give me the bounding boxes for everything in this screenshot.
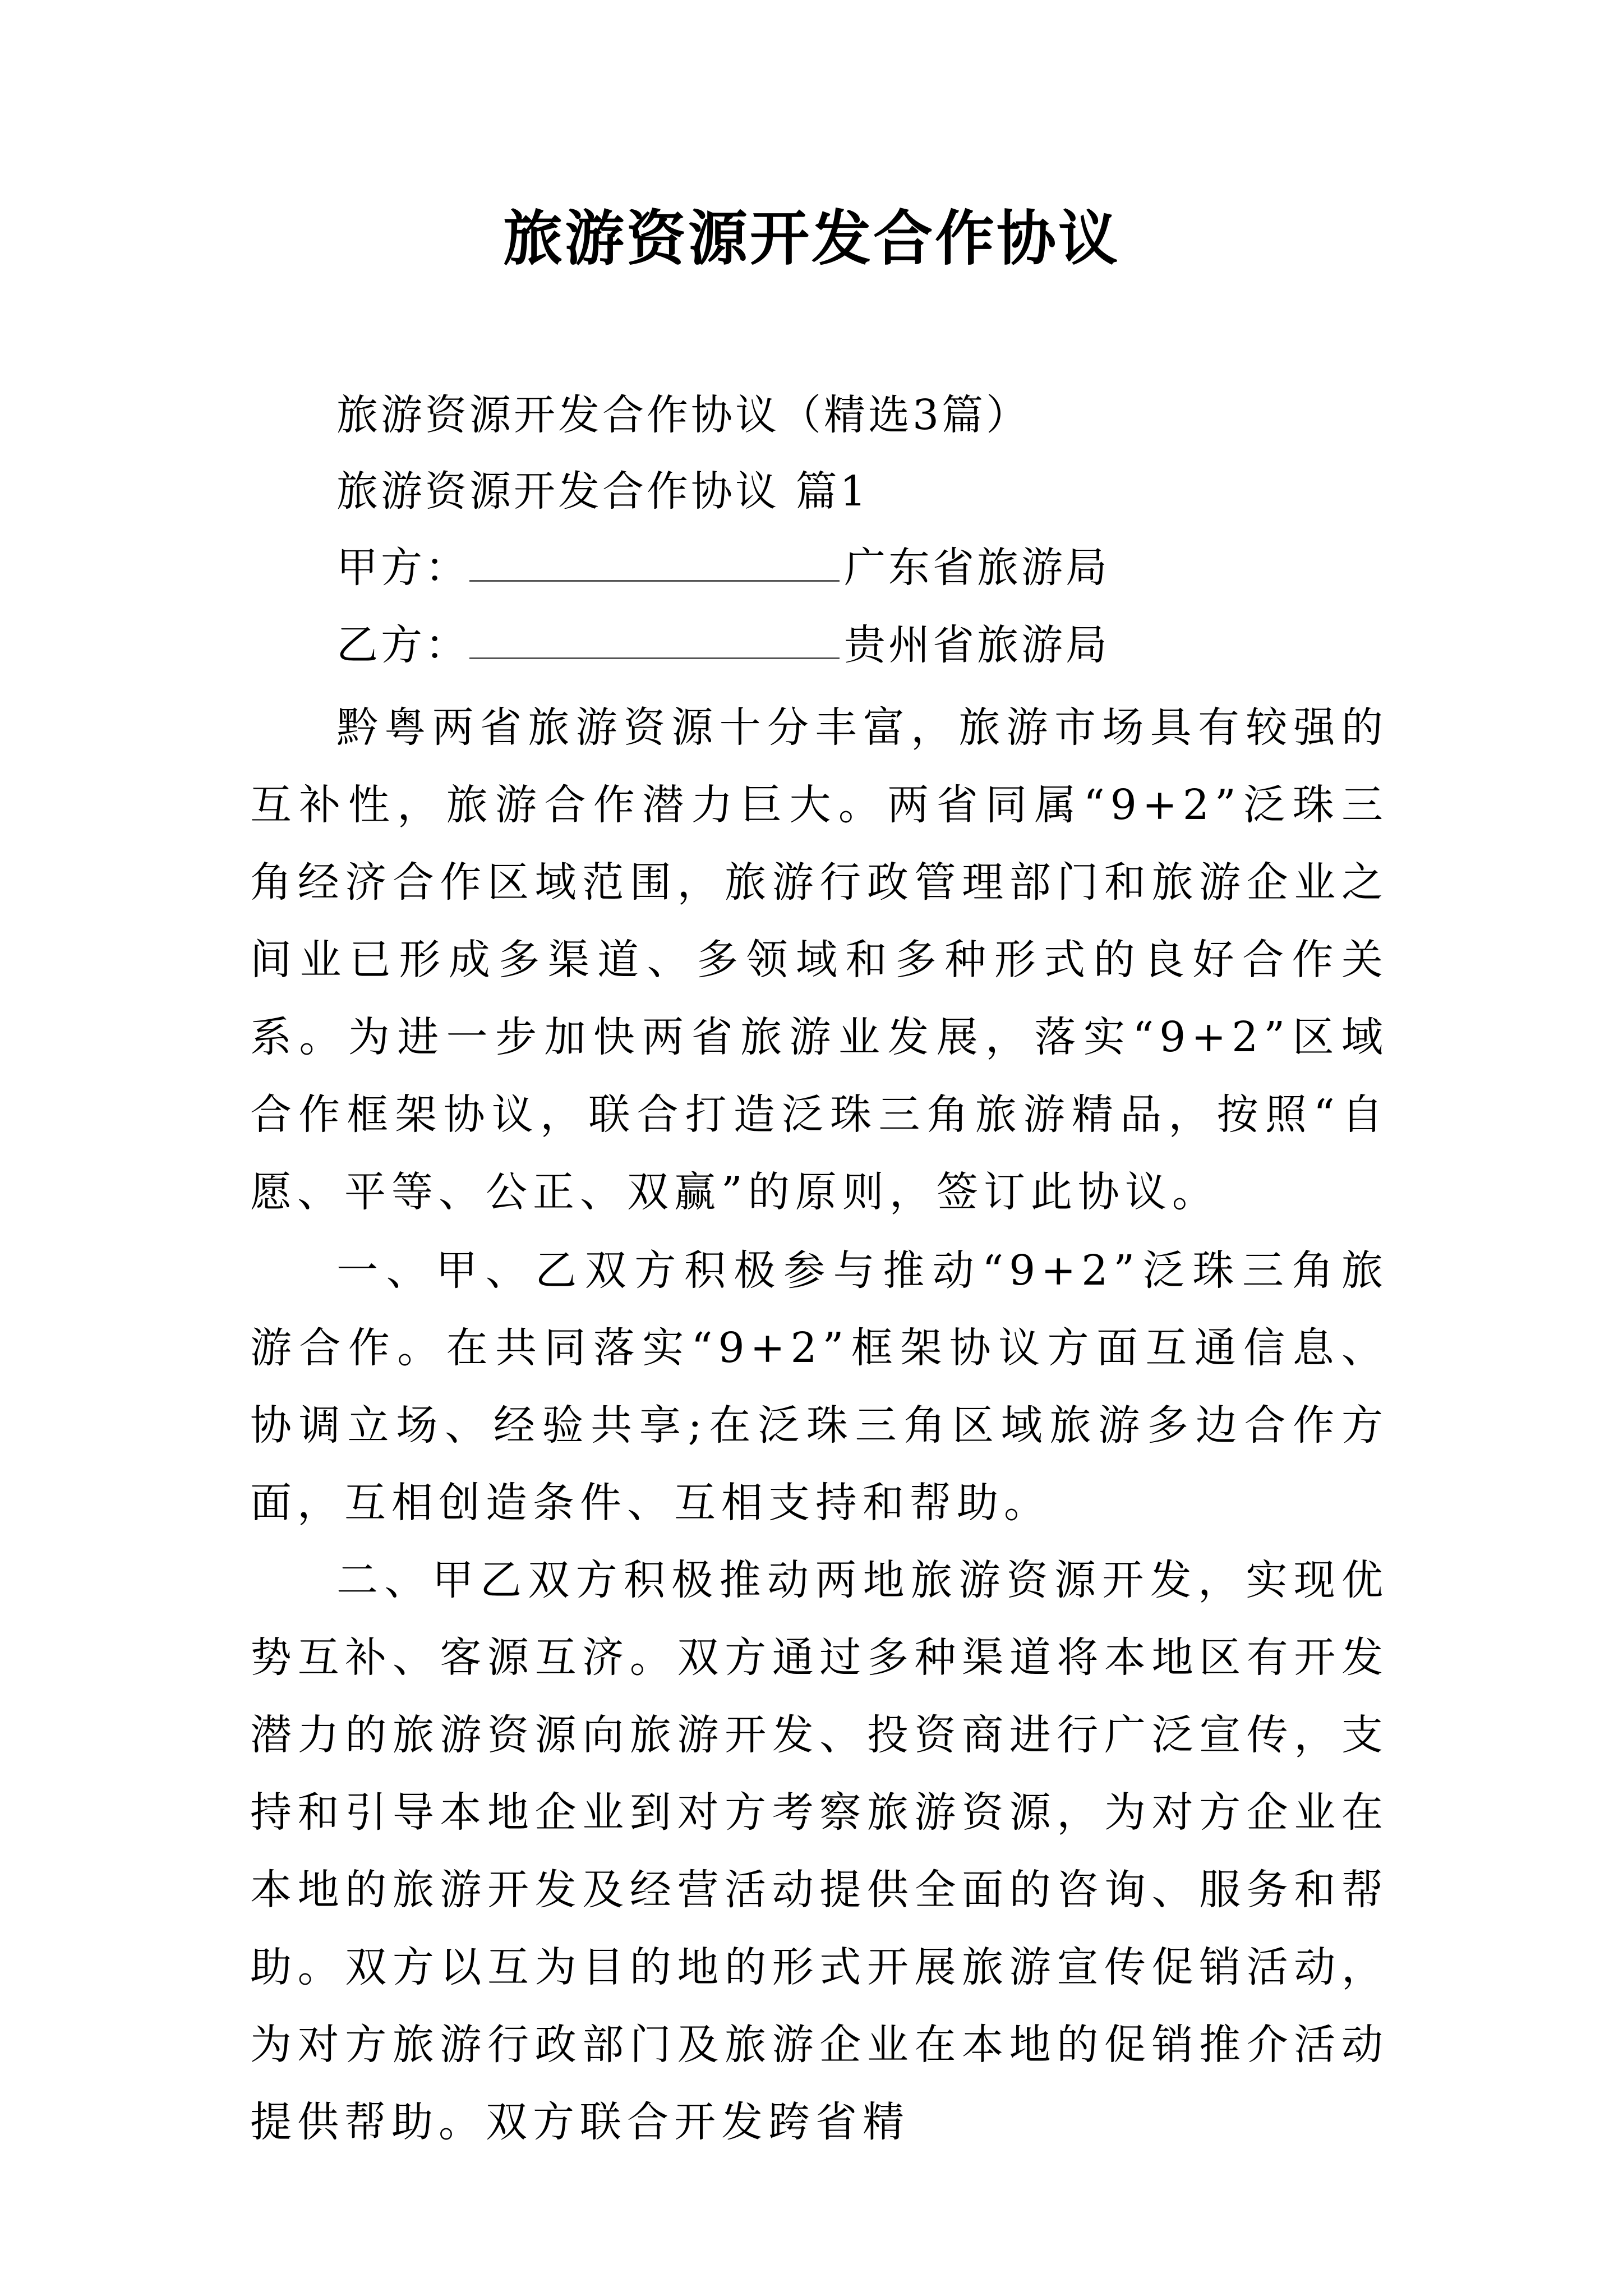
party-a-line (336, 540, 1110, 596)
party-a-label: 甲方： (336, 544, 469, 592)
party-b-value: 贵州省旅游局 (844, 621, 1110, 669)
party-a-value: 广东省旅游局 (844, 544, 1110, 592)
document-subtitle: 旅游资源开发合作协议（精选3篇） (336, 391, 1031, 439)
party-b-line (336, 617, 1110, 673)
paragraph-intro: 黔粤两省旅游资源十分丰富，旅游市场具有较强的互补性，旅游合作潜力巨大。两省同属“9+2”泛珠三角经济合作区域范围，旅游行政管理部门和旅游企业之间业已形成多渠道、多领域和多种形式的良好合作关系。为进一步加快两省旅游业发展，落实“9+2”区域合作框架协议，联合打造泛珠三角旅游精品，按照“自愿、平等、公正、双赢”的原则，签订此协议。 (250, 703, 1389, 1216)
document-title: 旅游资源开发合作协议 (503, 203, 1120, 273)
party-b-label: 乙方： (336, 621, 469, 669)
section-heading: 旅游资源开发合作协议 篇1 (336, 467, 869, 516)
party-a-blank (469, 541, 840, 582)
party-b-blank (469, 618, 840, 659)
paragraph-clause-2: 二、甲乙双方积极推动两地旅游资源开发，实现优势互补、客源互济。双方通过多种渠道将本地区有开发潜力的旅游资源向旅游开发、投资商进行广泛宣传，支持和引导本地企业到对方考察旅游资源，为对方企业在本地的旅游开发及经营活动提供全面的咨询、服务和帮助。双方以互为目的地的形式开展旅游宣传促销活动，为对方旅游行政部门及旅游企业在本地的促销推介活动提供帮助。双方联合开发跨省精 (250, 1556, 1389, 2146)
paragraph-clause-1: 一、甲、乙双方积极参与推动“9+2”泛珠三角旅游合作。在共同落实“9+2”框架协议方面互通信息、协调立场、经验共享;在泛珠三角区域旅游多边合作方面，互相创造条件、互相支持和帮助。 (250, 1246, 1389, 1527)
